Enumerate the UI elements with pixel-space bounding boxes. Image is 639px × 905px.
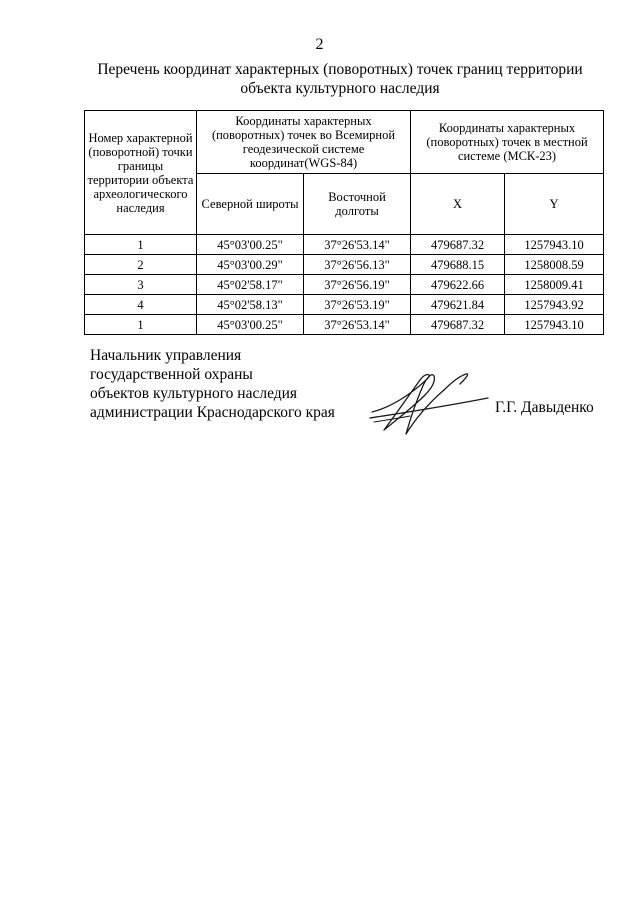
cell-y: 1257943.10 bbox=[505, 315, 604, 335]
cell-longitude: 37°26'53.14" bbox=[304, 235, 411, 255]
table-row bbox=[85, 255, 604, 275]
document-title-line-2: объекта культурного наследия bbox=[240, 80, 440, 97]
cell-y: 1258008.59 bbox=[505, 255, 604, 275]
cell-y: 1258009.41 bbox=[505, 275, 604, 295]
cell-point-number: 1 bbox=[85, 235, 197, 255]
table-header-row-1 bbox=[85, 111, 604, 174]
page-number: 2 bbox=[315, 36, 324, 53]
header-x: X bbox=[411, 174, 505, 235]
cell-longitude: 37°26'56.19" bbox=[304, 275, 411, 295]
cell-latitude: 45°02'58.13" bbox=[197, 295, 304, 315]
cell-point-number: 2 bbox=[85, 255, 197, 275]
cell-y: 1257943.10 bbox=[505, 235, 604, 255]
cell-longitude: 37°26'53.14" bbox=[304, 315, 411, 335]
cell-x: 479688.15 bbox=[411, 255, 505, 275]
cell-latitude: 45°02'58.17" bbox=[197, 275, 304, 295]
table-row bbox=[85, 295, 604, 315]
cell-point-number: 4 bbox=[85, 295, 197, 315]
signer-name: Г.Г. Давыденко bbox=[495, 399, 594, 416]
signer-position bbox=[90, 346, 335, 422]
document-title-line-1: Перечень координат характерных (поворотных) точек границ территории bbox=[97, 61, 583, 78]
document-title bbox=[60, 60, 620, 98]
cell-longitude: 37°26'53.19" bbox=[304, 295, 411, 315]
header-longitude: Восточной долготы bbox=[304, 174, 411, 235]
cell-x: 479687.32 bbox=[411, 315, 505, 335]
cell-latitude: 45°03'00.25" bbox=[197, 315, 304, 335]
header-y: Y bbox=[505, 174, 604, 235]
table-row bbox=[85, 315, 604, 335]
cell-y: 1257943.92 bbox=[505, 295, 604, 315]
signer-position-line: государственной охраны bbox=[90, 366, 253, 383]
table-row bbox=[85, 235, 604, 255]
handwritten-signature-icon bbox=[366, 368, 490, 442]
cell-x: 479622.66 bbox=[411, 275, 505, 295]
cell-longitude: 37°26'56.13" bbox=[304, 255, 411, 275]
cell-point-number: 3 bbox=[85, 275, 197, 295]
cell-latitude: 45°03'00.25" bbox=[197, 235, 304, 255]
cell-point-number: 1 bbox=[85, 315, 197, 335]
cell-latitude: 45°03'00.29" bbox=[197, 255, 304, 275]
header-point-number: Номер характерной (поворотной) точки границы территории объекта археологического наследия bbox=[85, 111, 197, 235]
cell-x: 479687.32 bbox=[411, 235, 505, 255]
coordinates-table bbox=[84, 110, 604, 335]
signer-position-line: администрации Краснодарского края bbox=[90, 404, 335, 421]
table-row bbox=[85, 275, 604, 295]
signer-position-line: Начальник управления bbox=[90, 347, 242, 364]
header-wgs-group: Координаты характерных (поворотных) точек во Всемирной геодезической системе координат(WGS-84) bbox=[197, 111, 411, 174]
signer-position-line: объектов культурного наследия bbox=[90, 385, 298, 402]
header-msk-group: Координаты характерных (поворотных) точек в местной системе (МСК-23) bbox=[411, 111, 604, 174]
cell-x: 479621.84 bbox=[411, 295, 505, 315]
header-latitude: Северной широты bbox=[197, 174, 304, 235]
